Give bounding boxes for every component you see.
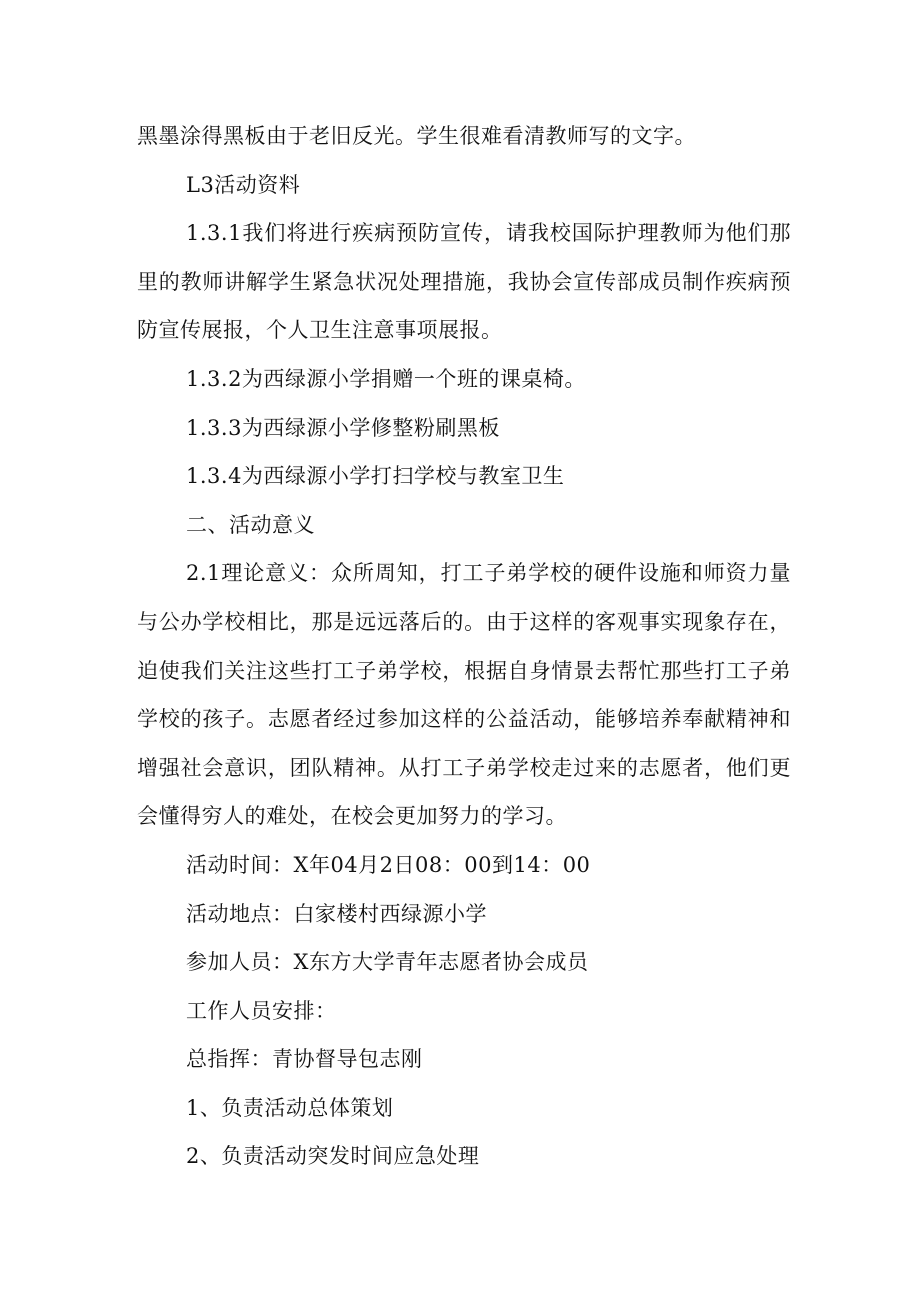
paragraph: 1.3.3为西绿源小学修整粉刷黑板 [186,415,500,440]
participants: 参加人员：X东方大学青年志愿者协会成员 [186,950,589,975]
list-item: 2、负责活动突发时间应急处理 [186,1144,480,1169]
section-heading: 二、活动意义 [186,512,315,537]
paragraph: 黑墨涂得黑板由于老旧反光。学生很难看清教师写的文字。 [137,124,696,148]
activity-time: 活动时间：X年04月2日08：00到14：00 [186,852,591,877]
staff-arrangement: 工作人员安排： [186,998,337,1023]
paragraph: 1.3.1我们将进行疾病预防宣传，请我校国际护理教师为他们那里的教师讲解学生紧急状况处理措施，我协会宣传部成员制作疾病预防宣传展报，个人卫生注意事项展报。 [137,221,791,343]
document-body [137,112,791,1181]
paragraph: 1.3.2为西绿源小学捐赠一个班的课桌椅。 [186,366,586,391]
list-item: 1、负责活动总体策划 [186,1095,394,1120]
chief-commander: 总指挥：青协督导包志刚 [186,1047,423,1072]
paragraph: 2.1理论意义：众所周知，打工子弟学校的硬件设施和师资力量与公办学校相比，那是远远落后的。由于这样的客观事实现象存在，迫使我们关注这些打工子弟学校，根据自身情景去帮忙那些打工子弟学校的孩子。志愿者经过参加这样的公益活动，能够培养奉献精神和增强社会意识，团队精神。从打工子弟学校走过来的志愿者，他们更会懂得穷人的难处，在校会更加努力的学习。 [137,561,791,829]
section-heading: L3活动资料 [186,172,301,197]
paragraph: 1.3.4为西绿源小学打扫学校与教室卫生 [186,464,565,489]
activity-location: 活动地点：白家楼村西绿源小学 [186,901,487,926]
